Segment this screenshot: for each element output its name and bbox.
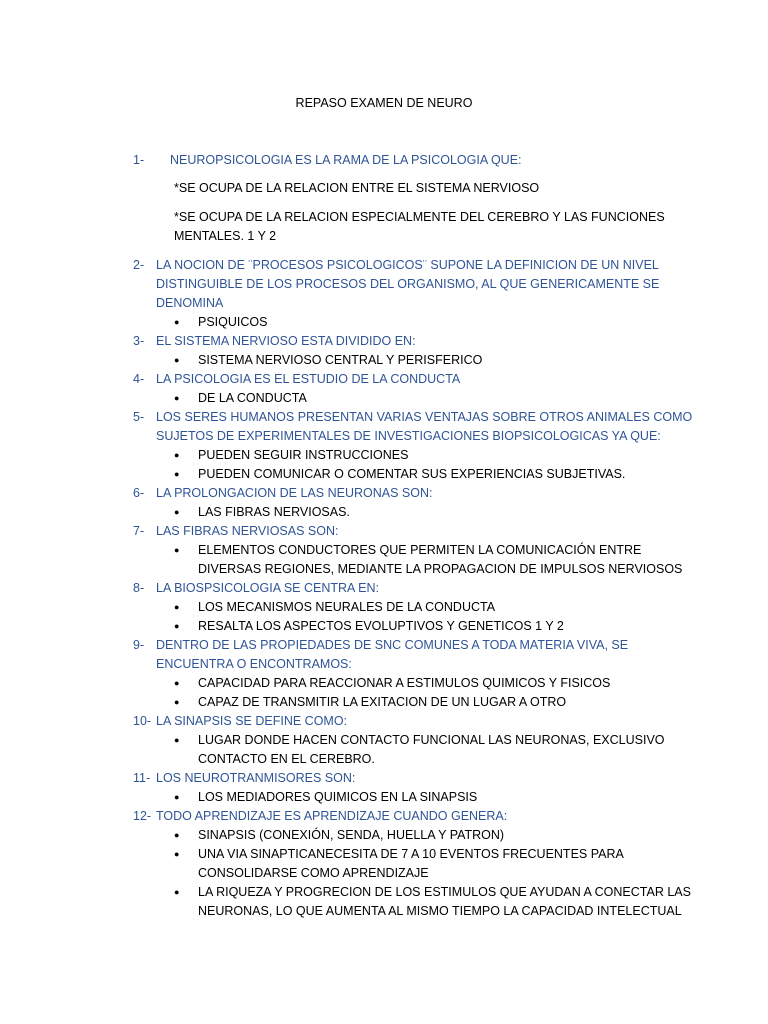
answer-text: PUEDEN SEGUIR INSTRUCCIONES	[198, 448, 409, 462]
question-number: 10-	[133, 714, 152, 728]
question-text: TODO APRENDIZAJE ES APRENDIZAJE CUANDO GENERA:	[156, 809, 508, 823]
question-text: NEUROPSICOLOGIA ES LA RAMA DE LA PSICOLOGIA QUE:	[170, 153, 522, 167]
bullet-icon: ●	[174, 545, 180, 555]
bullet-icon: ●	[174, 887, 180, 897]
question-number: 8-	[133, 581, 145, 595]
answer-text: RESALTA LOS ASPECTOS EVOLUPTIVOS Y GENETICOS 1 Y 2	[198, 619, 564, 633]
answer-text: CAPAZ DE TRANSMITIR LA EXITACION DE UN LUGAR A OTRO	[198, 695, 567, 709]
question-text: LA NOCION DE ¨PROCESOS PSICOLOGICOS¨ SUPONE LA DEFINICION DE UN NIVEL	[156, 258, 659, 272]
bullet-icon: ●	[174, 602, 180, 612]
bullet-icon: ●	[174, 678, 180, 688]
question-text: DENTRO DE LAS PROPIEDADES DE SNC COMUNES A TODA MATERIA VIVA, SE	[156, 638, 629, 652]
bullet-icon: ●	[174, 792, 180, 802]
answer-text: LOS MECANISMOS NEURALES DE LA CONDUCTA	[198, 600, 496, 614]
bullet-icon: ●	[174, 317, 180, 327]
bullet-icon: ●	[174, 469, 180, 479]
question-number: 11-	[133, 771, 151, 785]
question-text: ENCUENTRA O ENCONTRAMOS:	[156, 657, 352, 671]
answer-text: UNA VIA SINAPTICANECESITA DE 7 A 10 EVENTOS FRECUENTES PARA	[198, 847, 624, 861]
question-number: 1-	[133, 153, 145, 167]
question-text: DENOMINA	[156, 296, 224, 310]
answer-text: PSIQUICOS	[198, 315, 268, 329]
bullet-icon: ●	[174, 621, 180, 631]
answer-text: CONSOLIDARSE COMO APRENDIZAJE	[198, 866, 429, 880]
question-text: LA PSICOLOGIA ES EL ESTUDIO DE LA CONDUCTA	[156, 372, 461, 386]
question-text: LA SINAPSIS SE DEFINE COMO:	[156, 714, 348, 728]
bullet-icon: ●	[174, 735, 180, 745]
bullet-icon: ●	[174, 849, 180, 859]
answer-text: DIVERSAS REGIONES, MEDIANTE LA PROPAGACION DE IMPULSOS NERVIOSOS	[198, 562, 683, 576]
question-text: SUJETOS DE EXPERIMENTALES DE INVESTIGACIONES BIOPSICOLOGICAS YA QUE:	[156, 429, 661, 443]
answer-text: ELEMENTOS CONDUCTORES QUE PERMITEN LA COMUNICACIÓN ENTRE	[198, 543, 642, 557]
bullet-icon: ●	[174, 697, 180, 707]
question-number: 3-	[133, 334, 145, 348]
answer-text: NEURONAS, LO QUE AUMENTA AL MISMO TIEMPO LA CAPACIDAD INTELECTUAL	[198, 904, 682, 918]
answer-text: SISTEMA NERVIOSO CENTRAL Y PERISFERICO	[198, 353, 483, 367]
question-number: 4-	[133, 372, 145, 386]
answer-text: CAPACIDAD PARA REACCIONAR A ESTIMULOS QUIMICOS Y FISICOS	[198, 676, 611, 690]
question-text: LOS NEUROTRANMISORES SON:	[156, 771, 356, 785]
question-number: 2-	[133, 258, 145, 272]
question-text: EL SISTEMA NERVIOSO ESTA DIVIDIDO EN:	[156, 334, 416, 348]
answer-text: *SE OCUPA DE LA RELACION ESPECIALMENTE DEL CEREBRO Y LAS FUNCIONES	[174, 210, 665, 224]
answer-text: LAS FIBRAS NERVIOSAS.	[198, 505, 350, 519]
answer-text: LA RIQUEZA Y PROGRECION DE LOS ESTIMULOS QUE AYUDAN A CONECTAR LAS	[198, 885, 691, 899]
question-number: 6-	[133, 486, 145, 500]
question-text: LAS FIBRAS NERVIOSAS SON:	[156, 524, 339, 538]
question-text: LA BIOSPSICOLOGIA SE CENTRA EN:	[156, 581, 379, 595]
bullet-icon: ●	[174, 830, 180, 840]
answer-text: DE LA CONDUCTA	[198, 391, 307, 405]
question-number: 5-	[133, 410, 145, 424]
answer-text: LUGAR DONDE HACEN CONTACTO FUNCIONAL LAS NEURONAS, EXCLUSIVO	[198, 733, 665, 747]
answer-text: *SE OCUPA DE LA RELACION ENTRE EL SISTEMA NERVIOSO	[174, 181, 540, 195]
bullet-icon: ●	[174, 450, 180, 460]
question-number: 7-	[133, 524, 145, 538]
question-number: 12-	[133, 809, 152, 823]
answer-text: PUEDEN COMUNICAR O COMENTAR SUS EXPERIENCIAS SUBJETIVAS.	[198, 467, 626, 481]
question-text: LOS SERES HUMANOS PRESENTAN VARIAS VENTAJAS SOBRE OTROS ANIMALES COMO	[156, 410, 693, 424]
answer-text: MENTALES. 1 Y 2	[174, 229, 277, 243]
bullet-icon: ●	[174, 355, 180, 365]
question-text: DISTINGUIBLE DE LOS PROCESOS DEL ORGANISMO, AL QUE GENERICAMENTE SE	[156, 277, 660, 291]
document-title: REPASO EXAMEN DE NEURO	[295, 96, 473, 110]
question-number: 9-	[133, 638, 145, 652]
answer-text: CONTACTO EN EL CEREBRO.	[198, 752, 375, 766]
question-text: LA PROLONGACION DE LAS NEURONAS SON:	[156, 486, 433, 500]
bullet-icon: ●	[174, 393, 180, 403]
bullet-icon: ●	[174, 507, 180, 517]
answer-text: SINAPSIS (CONEXIÓN, SENDA, HUELLA Y PATRON)	[198, 828, 505, 842]
answer-text: LOS MEDIADORES QUIMICOS EN LA SINAPSIS	[198, 790, 478, 804]
